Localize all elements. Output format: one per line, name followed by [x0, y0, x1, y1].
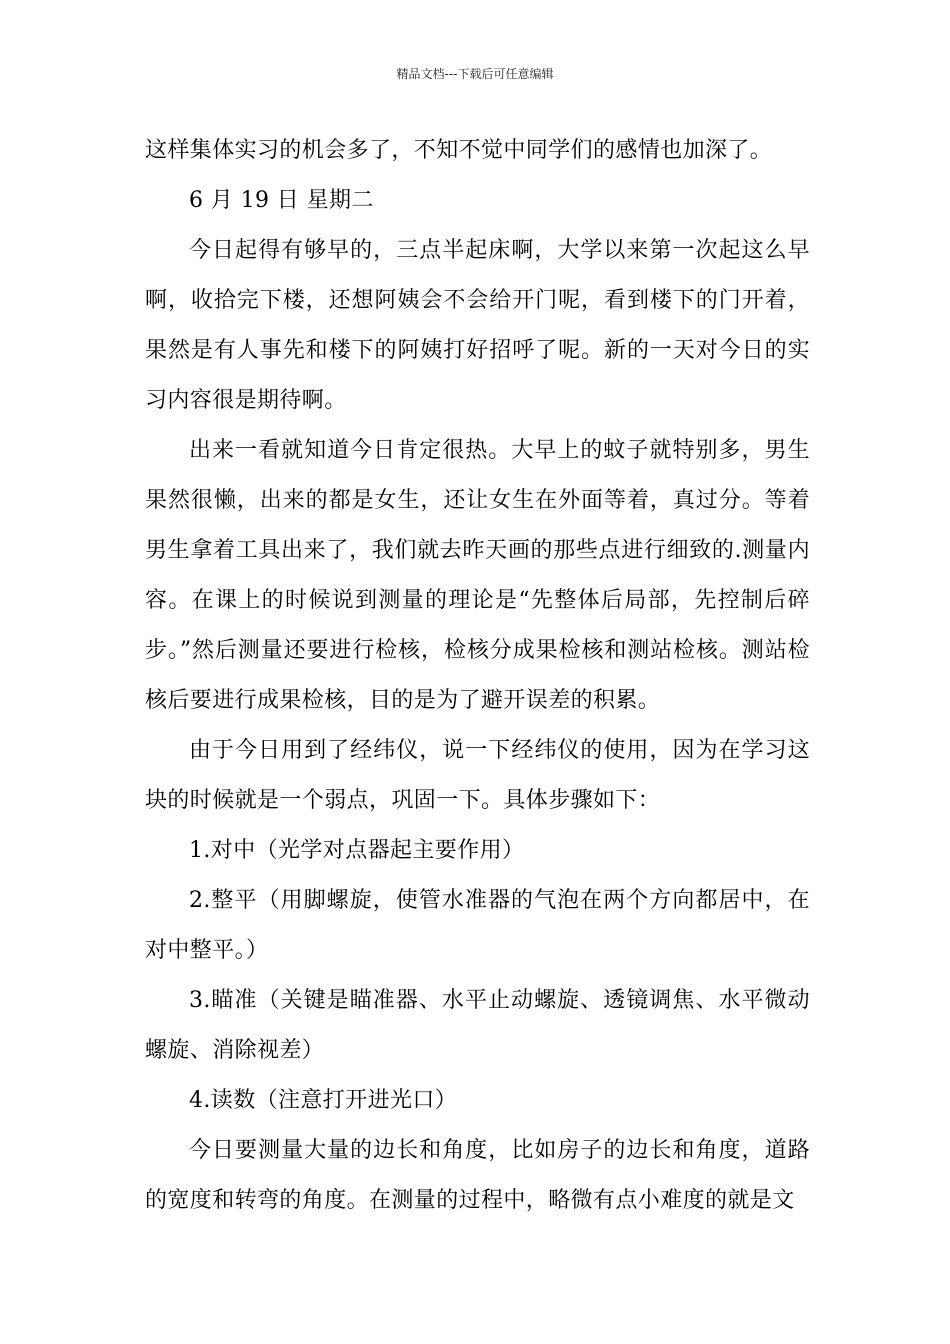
paragraph-continuation: 这样集体实习的机会多了，不知不觉中同学们的感情也加深了。: [145, 138, 773, 163]
list-item-step-2: 2.整平（用脚螺旋，使管水准器的气泡在两个方向都居中，在对中整平。）: [145, 888, 810, 963]
date-heading: 6 月 19 日 星期二: [189, 188, 374, 213]
list-item-step-1: 1.对中（光学对点器起主要作用）: [189, 838, 525, 863]
list-item-step-3: 3.瞄准（关键是瞄准器、水平止动螺旋、透镜调焦、水平微动螺旋、消除视差）: [145, 988, 810, 1063]
paragraph-measurement: 出来一看就知道今日肯定很热。大早上的蚊子就特别多，男生果然很懒，出来的都是女生，还让女生在外面等着，真过分。等着男生拿着工具出来了，我们就去昨天画的那些点进行细致的.测量内容。在课上的时候说到测量的理论是“先整体后局部，先控制后碎步。”然后测量还要进行检核，检核分成果检核和测站检核。测站检核后要进行成果检核，目的是为了避开误差的积累。: [145, 438, 810, 713]
paragraph-theodolite-intro: 由于今日用到了经纬仪，说一下经纬仪的使用，因为在学习这块的时候就是一个弱点，巩固一下。具体步骤如下：: [145, 738, 810, 813]
paragraph-edges-angles: 今日要测量大量的边长和角度，比如房子的边长和角度，道路的宽度和转弯的角度。在测量的过程中，略微有点小难度的就是文: [145, 1138, 810, 1213]
page-header: 精品文档---下载后可任意编辑: [396, 67, 554, 81]
document-body: [145, 126, 810, 1226]
list-item-step-4: 4.读数（注意打开进光口）: [189, 1088, 458, 1113]
paragraph-early-morning: 今日起得有够早的，三点半起床啊，大学以来第一次起这么早啊，收拾完下楼，还想阿姨会不会给开门呢，看到楼下的门开着，果然是有人事先和楼下的阿姨打好招呼了呢。新的一天对今日的实习内容很是期待啊。: [145, 238, 810, 413]
